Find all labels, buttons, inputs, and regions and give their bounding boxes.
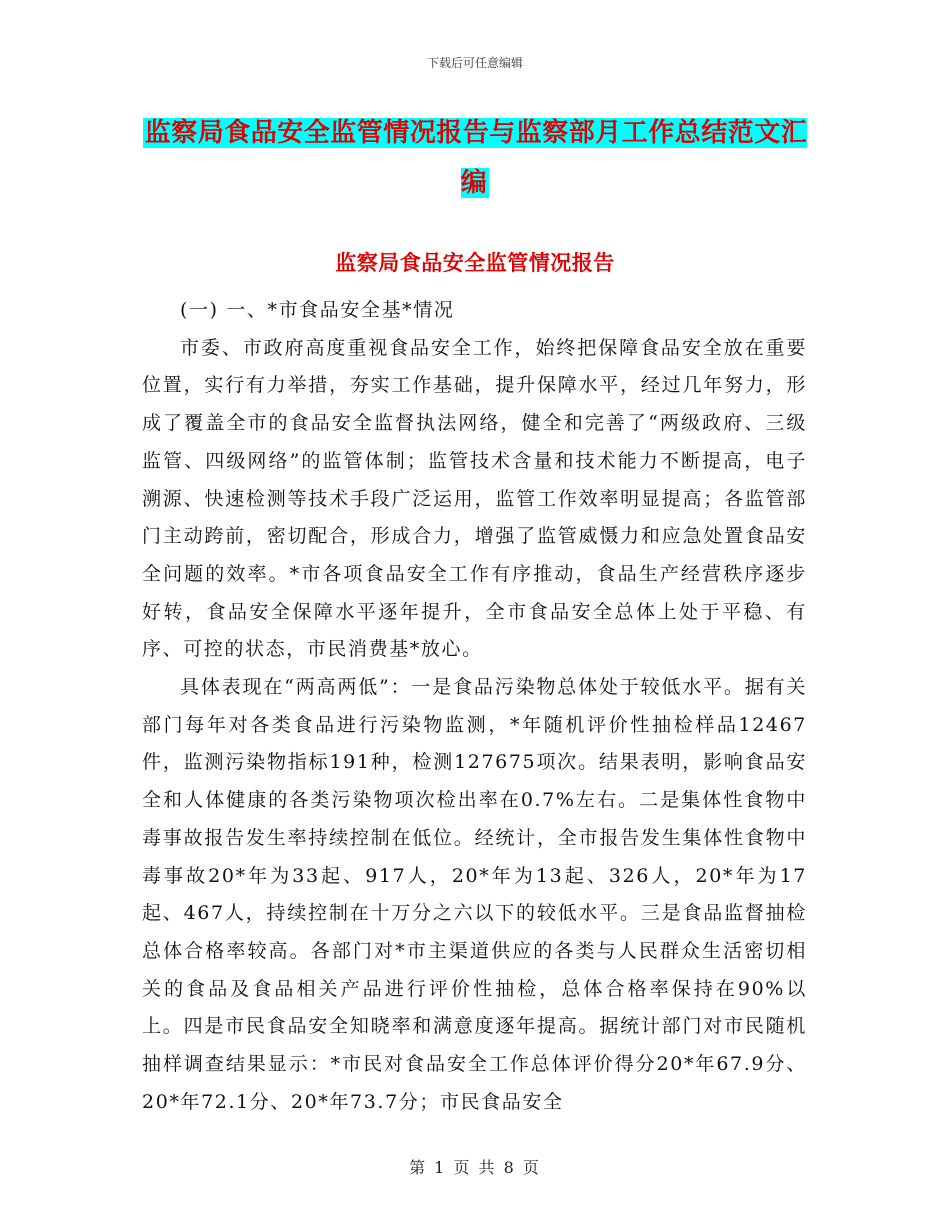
header-note: 下载后可任意编辑 bbox=[426, 56, 523, 70]
document-body bbox=[142, 292, 807, 1121]
document-title bbox=[140, 108, 810, 208]
page-footer: 第 1 页 共 8 页 bbox=[409, 1158, 541, 1177]
section-title: 监察局食品安全监管情况报告 bbox=[335, 251, 615, 275]
subheading: (一) 一、*市食品安全基*情况 bbox=[180, 299, 455, 321]
document-title-text: 监察局食品安全监管情况报告与监察部月工作总结范文汇编 bbox=[144, 118, 808, 198]
paragraph-1: 市委、市政府高度重视食品安全工作，始终把保障食品安全放在重要位置，实行有力举措，夯实工作基础，提升保障水平，经过几年努力，形成了覆盖全市的食品安全监督执法网络，健全和完善了“两级政府、三级监管、四级网络”的监管体制；监管技术含量和技术能力不断提高，电子溯源、快速检测等技术手段广泛运用，监管工作效率明显提高；各监管部门主动跨前，密切配合，形成合力，增强了监管威慑力和应急处置食品安全问题的效率。*市各项食品安全工作有序推动，食品生产经营秩序逐步好转，食品安全保障水平逐年提升，全市食品安全总体上处于平稳、有序、可控的状态，市民消费基*放心。 bbox=[142, 336, 807, 661]
paragraph-2: 具体表现在“两高两低”：一是食品污染物总体处于较低水平。据有关部门每年对各类食品进行污染物监测，*年随机评价性抽检样品12467件，监测污染物指标191种，检测127675项次。结果表明，影响食品安全和人体健康的各类污染物项次检出率在0.7%左右。二是集体性食物中毒事故报告发生率持续控制在低位。经统计，全市报告发生集体性食物中毒事故20*年为33起、917人，20*年为13起、326人，20*年为17起、467人，持续控制在十万分之六以下的较低水平。三是食品监督抽检总体合格率较高。各部门对*市主渠道供应的各类与人民群众生活密切相关的食品及食品相关产品进行评价性抽检，总体合格率保持在90%以上。四是市民食品安全知晓率和满意度逐年提高。据统计部门对市民随机抽样调查结果显示：*市民对食品安全工作总体评价得分20*年67.9分、20*年72.1分、20*年73.7分；市民食品安全 bbox=[142, 676, 807, 1113]
